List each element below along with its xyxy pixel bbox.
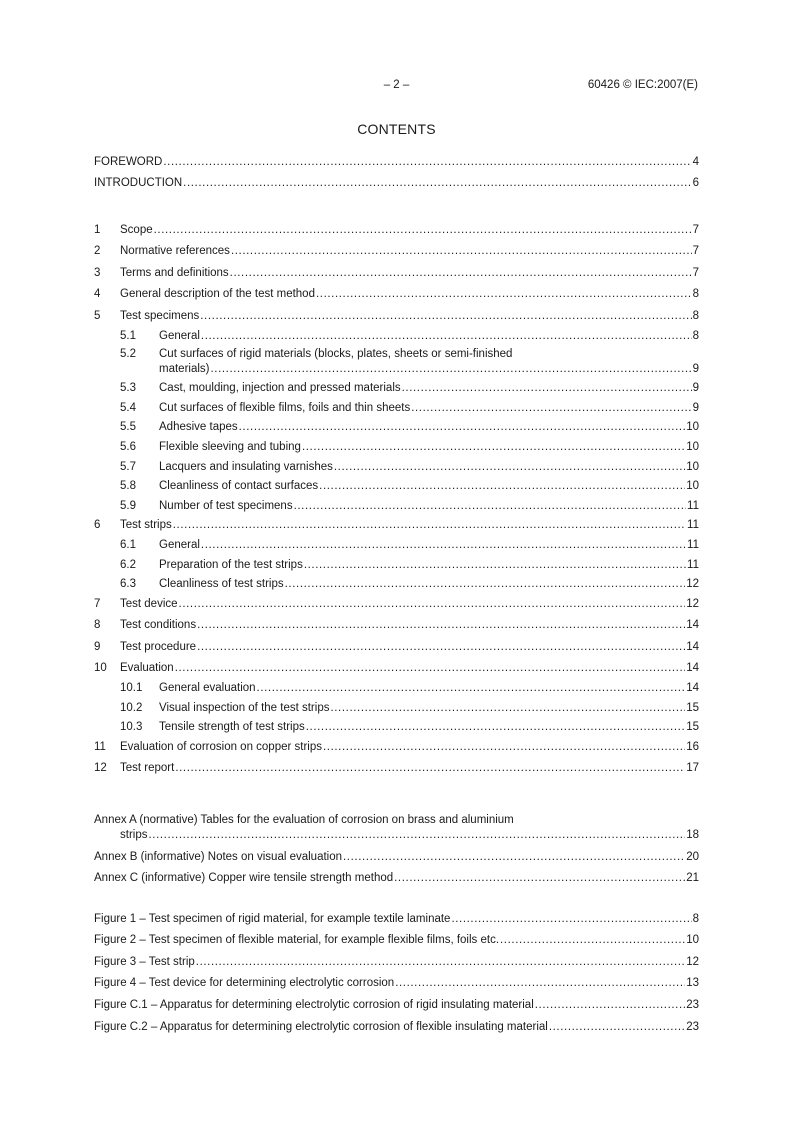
toc-page: 8 [692, 309, 699, 322]
toc-entry[interactable] [94, 733, 699, 753]
toc-page: 6 [692, 177, 699, 190]
toc-number: 10.1 [120, 682, 143, 695]
toc-label: Flexible sleeving and tubing [159, 440, 301, 453]
toc-page: 9 [692, 401, 699, 414]
toc-label: Cast, moulding, injection and pressed materials [159, 382, 401, 395]
toc-page: 13 [686, 977, 699, 990]
toc-number: 5.6 [120, 440, 136, 453]
toc-number: 4 [94, 288, 101, 301]
toc-label: General [159, 538, 200, 551]
toc-number: 5.4 [120, 401, 136, 414]
toc-subentry[interactable] [94, 694, 699, 714]
toc-page: 10 [686, 440, 699, 453]
toc-annex-continuation[interactable] [94, 826, 699, 841]
toc-label: Test procedure [120, 640, 197, 653]
toc-page: 4 [692, 155, 699, 168]
toc-page: 9 [692, 382, 699, 395]
toc-page: 16 [686, 740, 699, 753]
toc-label: Number of test specimens [159, 499, 293, 512]
toc-front [94, 146, 699, 189]
page-title: CONTENTS [357, 121, 436, 137]
toc-label: Preparation of the test strips [159, 558, 303, 571]
toc-page: 14 [686, 682, 699, 695]
toc-label: Test specimens [120, 309, 200, 322]
toc-entry[interactable] [94, 214, 699, 236]
toc-subentry[interactable] [94, 414, 699, 434]
toc-subentry[interactable] [94, 492, 699, 512]
toc-label: Annex A (normative) Tables for the evaluation of corrosion on brass and aluminium [94, 814, 514, 826]
toc-label: strips [120, 829, 148, 841]
toc-number: 9 [94, 640, 101, 653]
toc-label: General evaluation [159, 682, 256, 695]
toc-entry[interactable] [94, 590, 699, 610]
toc-page: 8 [692, 329, 699, 342]
toc-entry-introduction[interactable] [94, 168, 699, 190]
toc-label: Evaluation of corrosion on copper strips [120, 740, 322, 753]
toc-page: 11 [687, 519, 699, 532]
toc-annexes [94, 808, 699, 884]
toc-subentry[interactable] [94, 571, 699, 591]
toc-page: 12 [686, 578, 699, 591]
toc-number: 10.2 [120, 701, 143, 714]
toc-label: Figure C.2 – Apparatus for determining electrolytic corrosion of flexible insulating material [94, 1020, 548, 1033]
toc-subentry[interactable] [94, 342, 699, 360]
toc-page: 8 [692, 912, 699, 925]
toc-number: 1 [94, 223, 101, 236]
toc-figure-entry[interactable] [94, 903, 699, 925]
toc-number: 8 [94, 619, 101, 632]
toc-subentry-continuation[interactable] [94, 360, 699, 375]
toc-entry[interactable] [94, 512, 699, 532]
toc-label: Adhesive tapes [159, 421, 238, 434]
toc-entry[interactable] [94, 300, 699, 322]
page-number: – 2 – [383, 79, 410, 91]
toc-subentry[interactable] [94, 551, 699, 571]
toc-label: Annex C (informative) Copper wire tensile strength method [94, 872, 394, 885]
toc-subentry[interactable] [94, 531, 699, 551]
toc-annex-entry[interactable] [94, 841, 699, 863]
toc-figure-entry[interactable] [94, 968, 699, 990]
toc-number: 5.2 [120, 347, 136, 360]
toc-subentry[interactable] [94, 453, 699, 473]
toc-figures [94, 903, 699, 1033]
toc-label: Annex B (informative) Notes on visual evaluation [94, 850, 343, 863]
toc-label: Figure 3 – Test strip [94, 955, 195, 968]
toc-number: 6 [94, 519, 101, 532]
toc-page: 18 [686, 829, 699, 841]
toc-entry[interactable] [94, 653, 699, 675]
toc-subentry[interactable] [94, 375, 699, 395]
toc-figure-entry[interactable] [94, 946, 699, 968]
toc-page: 10 [686, 934, 699, 947]
toc-page: 11 [687, 558, 699, 571]
toc-annex-entry[interactable] [94, 863, 699, 885]
toc-entry-foreword[interactable] [94, 146, 699, 168]
toc-page: 8 [692, 288, 699, 301]
toc-page: 7 [692, 266, 699, 279]
toc-number: 5.7 [120, 460, 136, 473]
toc-page: 23 [686, 998, 699, 1011]
toc-label: General [159, 329, 200, 342]
toc-label: Cleanliness of contact surfaces [159, 480, 319, 493]
toc-entry[interactable] [94, 257, 699, 279]
toc-subentry[interactable] [94, 714, 699, 734]
toc-figure-entry[interactable] [94, 1011, 699, 1033]
toc-page: 14 [686, 662, 699, 675]
toc-label: FOREWORD [94, 155, 163, 168]
toc-page: 11 [687, 499, 699, 512]
toc-label: Lacquers and insulating varnishes [159, 460, 333, 473]
toc-number: 5.3 [120, 382, 136, 395]
toc-page: 14 [686, 619, 699, 632]
toc-subentry[interactable] [94, 322, 699, 342]
toc-figure-entry[interactable] [94, 989, 699, 1011]
toc-number: 7 [94, 597, 101, 610]
toc-number: 10.3 [120, 721, 143, 734]
toc-label: Test device [120, 597, 178, 610]
toc-sections [94, 214, 699, 774]
toc-label: Figure 1 – Test specimen of rigid material, for example textile laminate [94, 912, 451, 925]
toc-page: 15 [686, 701, 699, 714]
toc-annex-entry[interactable] [94, 808, 699, 826]
toc-label: Test report [120, 762, 175, 775]
toc-label: Cut surfaces of flexible films, foils and thin sheets [159, 401, 411, 414]
toc-subentry[interactable] [94, 433, 699, 453]
toc-page: 9 [692, 362, 699, 375]
toc-page: 20 [686, 850, 699, 863]
toc-page: 21 [686, 872, 699, 885]
toc-page: 10 [686, 421, 699, 434]
toc-label: Cut surfaces of rigid materials (blocks, plates, sheets or semi-finished [159, 347, 513, 360]
toc-page: 10 [686, 480, 699, 493]
toc-number: 5 [94, 309, 101, 322]
toc-label: INTRODUCTION [94, 177, 183, 190]
toc-entry[interactable] [94, 631, 699, 653]
toc-number: 6.2 [120, 558, 136, 571]
toc-page: 12 [686, 955, 699, 968]
toc-label: Test conditions [120, 619, 197, 632]
toc-page: 23 [686, 1020, 699, 1033]
toc-label: Cleanliness of test strips [159, 578, 284, 591]
toc-entry[interactable] [94, 236, 699, 258]
toc-number: 6.3 [120, 578, 136, 591]
toc-figure-entry[interactable] [94, 925, 699, 947]
toc-page: 11 [687, 538, 699, 551]
toc-number: 5.1 [120, 329, 136, 342]
toc-number: 5.9 [120, 499, 136, 512]
toc-page: 14 [686, 640, 699, 653]
toc-number: 12 [94, 762, 107, 775]
toc-page: 17 [686, 762, 699, 775]
toc-label: Figure C.1 – Apparatus for determining electrolytic corrosion of rigid insulating material [94, 998, 534, 1011]
toc-entry[interactable] [94, 279, 699, 301]
toc-label: General description of the test method [120, 288, 315, 301]
toc-subentry[interactable] [94, 473, 699, 493]
toc-page: 7 [692, 245, 699, 258]
toc-label: Tensile strength of test strips [159, 721, 305, 734]
toc-entry[interactable] [94, 753, 699, 775]
toc-page: 12 [686, 597, 699, 610]
toc-number: 10 [94, 662, 107, 675]
toc-label: materials) [159, 362, 210, 375]
toc-label: Normative references [120, 245, 230, 258]
toc-number: 2 [94, 245, 101, 258]
toc-subentry[interactable] [94, 674, 699, 694]
toc-page: 15 [686, 721, 699, 734]
toc-label: Figure 2 – Test specimen of flexible material, for example flexible films, foils etc. [94, 934, 500, 947]
toc-number: 3 [94, 266, 101, 279]
toc-label: Visual inspection of the test strips [159, 701, 330, 714]
toc-number: 11 [94, 740, 106, 753]
toc-label: Scope [120, 223, 153, 236]
toc-number: 6.1 [120, 538, 136, 551]
toc-page: 7 [692, 223, 699, 236]
toc-entry[interactable] [94, 610, 699, 632]
toc-label: Terms and definitions [120, 266, 229, 279]
toc-subentry[interactable] [94, 394, 699, 414]
toc-label: Evaluation [120, 662, 174, 675]
document-reference: 60426 © IEC:2007(E) [587, 79, 698, 91]
toc-label: Figure 4 – Test device for determining electrolytic corrosion [94, 977, 395, 990]
toc-number: 5.5 [120, 421, 136, 434]
toc-page: 10 [686, 460, 699, 473]
toc-number: 5.8 [120, 480, 136, 493]
toc-label: Test strips [120, 519, 172, 532]
